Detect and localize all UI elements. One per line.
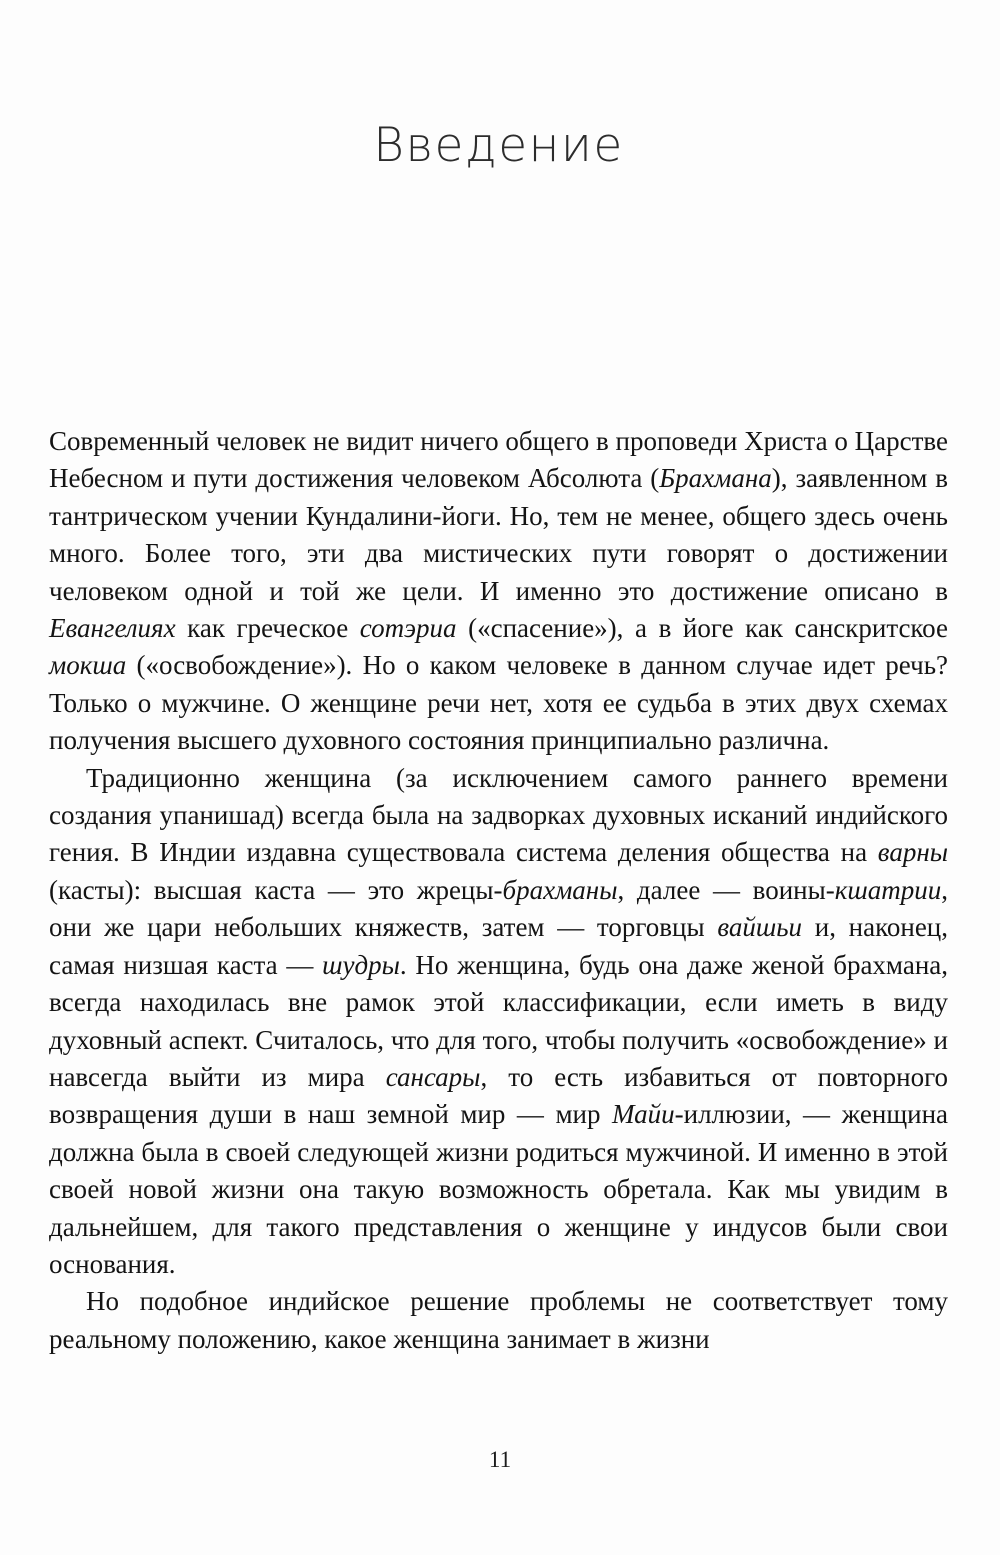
text-segment: («спасение»), а в йоге как санскритское: [456, 613, 948, 644]
italic-term: сансары: [385, 1061, 481, 1092]
paragraph: [49, 760, 948, 1284]
text-segment: Но подобное индийское решение проблемы не соответствует тому реальному положению, какое женщина занимает в жизни: [49, 1286, 948, 1354]
italic-term: вайшьи: [717, 912, 803, 943]
page-number: 11: [488, 1447, 512, 1472]
italic-term: брахманы: [502, 874, 618, 905]
text-segment: , то есть избавиться от повторного возвращения души в наш земной мир — мир: [49, 1061, 948, 1130]
text-segment: Современный человек не видит ничего общего в проповеди Христа о Царстве Небесном и пути достижения человеком Абсолюта (: [49, 426, 948, 494]
paragraph: [49, 423, 948, 760]
italic-term: Брахмана: [659, 463, 772, 494]
text-segment: , они же цари небольших княжеств, затем — торговцы: [49, 874, 948, 943]
text-segment: и, наконец, самая низшая каста —: [49, 912, 948, 980]
chapter-title: Введение: [373, 118, 624, 173]
italic-term: шудры: [322, 949, 400, 980]
text-segment: , далее — воины-: [617, 874, 835, 905]
text-segment: ), заявленном в тантрическом учении Кундалини-йоги. Но, тем не менее, общего здесь очень много. Более того, эти два мистических пути говорят о достижении человеком одной и той же цели. И именно это достижение описано в: [49, 463, 948, 606]
body-text: [49, 423, 948, 1358]
paragraph: [49, 1283, 948, 1358]
text-segment: -иллюзии, — женщина должна была в своей следующей жизни родиться мужчиной. И именно в этой своей новой жизни она такую возможность обретала. Как мы увидим в дальнейшем, для такого представления о женщине у индусов были свои основания.: [49, 1099, 948, 1279]
italic-term: Евангелиях: [49, 613, 176, 644]
italic-term: кшатрии: [834, 874, 942, 905]
italic-term: Майи: [612, 1099, 675, 1130]
italic-term: варны: [877, 837, 948, 868]
italic-term: сотэриа: [359, 613, 457, 644]
italic-term: мокша: [49, 650, 127, 681]
text-segment: . Но женщина, будь она даже женой брахмана, всегда находилась вне рамок этой классификации, если иметь в виду духовный аспект. Считалось, что для того, чтобы получить «освобождение» и навсегда выйти из мира: [49, 949, 949, 1092]
text-segment: (касты): высшая каста — это жрецы-: [49, 874, 503, 905]
text-segment: Традиционно женщина (за исключением самого раннего времени создания упанишад) всегда была на задворках духовных исканий индийского гения. В Индии издавна существовала система деления общества на: [49, 762, 948, 868]
text-segment: («освобождение»). Но о каком человеке в данном случае идет речь? Только о мужчине. О женщине речи нет, хотя ее судьба в этих двух схемах получения высшего духовного состояния принципиально различна.: [49, 650, 948, 756]
text-segment: как греческое: [175, 613, 360, 644]
